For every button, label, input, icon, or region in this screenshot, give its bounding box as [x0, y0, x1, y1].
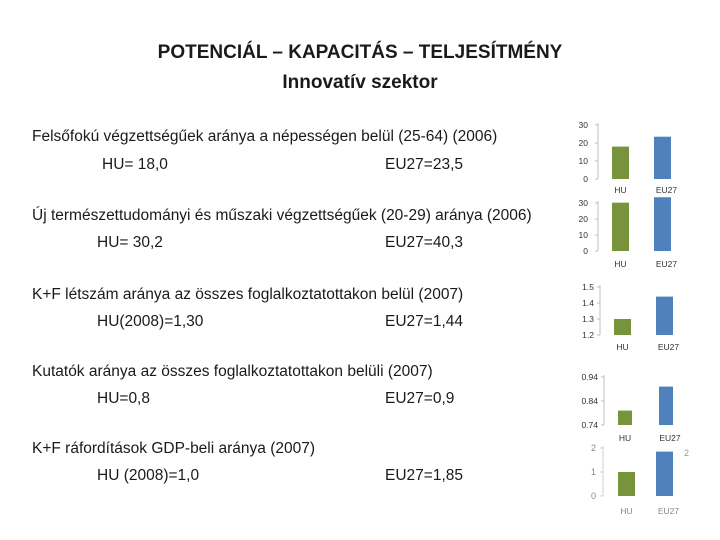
bar-eu27: [656, 452, 673, 496]
indicator-eu-value: EU27=0,9: [385, 390, 455, 407]
y-tick-label: 0.94: [581, 372, 598, 382]
bar-hu: [618, 472, 635, 496]
indicator-hu-value: HU (2008)=1,0: [97, 467, 200, 484]
page-title: POTENCIÁL – KAPACITÁS – TELJESÍTMÉNY: [157, 42, 563, 63]
category-label: HU: [616, 342, 629, 352]
y-tick-label: 0: [583, 174, 588, 184]
category-label: EU27: [655, 259, 678, 269]
y-tick-label: 1.4: [582, 298, 594, 308]
y-tick-label: 0: [590, 491, 596, 501]
category-label: EU27: [655, 185, 678, 195]
extra-axis-label: 2: [684, 448, 690, 458]
bar-chart-4: [581, 372, 680, 443]
y-tick-label: 10: [578, 230, 588, 240]
y-tick-label: 1.5: [582, 282, 594, 292]
bar-chart-2: [579, 197, 678, 269]
y-tick-label: 2: [590, 443, 596, 453]
y-tick-label: 20: [578, 214, 588, 224]
indicator-hu-value: HU= 30,2: [97, 234, 163, 251]
y-tick-label: 1: [590, 467, 596, 477]
y-tick-label: 1.2: [582, 330, 594, 340]
indicator-eu-value: EU27=23,5: [385, 156, 463, 173]
indicator-eu-value: EU27=40,3: [385, 234, 463, 251]
y-tick-label: 0: [583, 246, 588, 256]
category-label: HU: [614, 185, 627, 195]
y-tick-label: 1.3: [582, 314, 594, 324]
bar-hu: [612, 147, 629, 179]
y-tick-label: 0.84: [581, 396, 598, 406]
bar-chart-5: [591, 443, 689, 516]
bar-hu: [614, 319, 631, 335]
indicator-hu-value: HU= 18,0: [102, 156, 168, 173]
category-label: EU27: [657, 342, 680, 352]
y-tick-label: 20: [578, 138, 588, 148]
indicator-eu-value: EU27=1,44: [385, 313, 463, 330]
indicator-label: Új természettudományi és műszaki végzettségűek (20-29) aránya (2006): [32, 207, 532, 224]
indicator-label: K+F ráfordítások GDP-beli aránya (2007): [32, 440, 316, 457]
bar-chart-3: [582, 282, 679, 352]
category-label: EU27: [659, 433, 681, 443]
indicator-hu-value: HU=0,8: [97, 390, 150, 407]
category-label: HU: [618, 433, 632, 443]
indicator-eu-value: EU27=1,85: [385, 467, 463, 484]
y-tick-label: 10: [578, 156, 588, 166]
category-label: HU: [614, 259, 627, 269]
y-tick-label: 30: [578, 120, 588, 130]
category-label: HU: [620, 506, 633, 516]
bar-eu27: [659, 387, 673, 425]
category-label: EU27: [657, 506, 680, 516]
indicator-label: Felsőfokú végzettségűek aránya a népességen belül (25-64) (2006): [32, 128, 498, 145]
indicator-label: K+F létszám aránya az összes foglalkoztatottakon belül (2007): [32, 286, 464, 303]
page-subtitle: Innovatív szektor: [282, 72, 438, 93]
y-tick-label: 0.74: [581, 420, 598, 430]
bar-hu: [612, 203, 629, 251]
bar-chart-1: [579, 120, 678, 195]
bar-eu27: [656, 297, 673, 335]
indicator-hu-value: HU(2008)=1,30: [97, 313, 204, 330]
indicator-label: Kutatók aránya az összes foglalkoztatottakon belüli (2007): [32, 363, 433, 380]
bar-hu: [618, 411, 632, 425]
bar-eu27: [654, 137, 671, 179]
y-tick-label: 30: [578, 198, 588, 208]
bar-eu27: [654, 197, 671, 251]
